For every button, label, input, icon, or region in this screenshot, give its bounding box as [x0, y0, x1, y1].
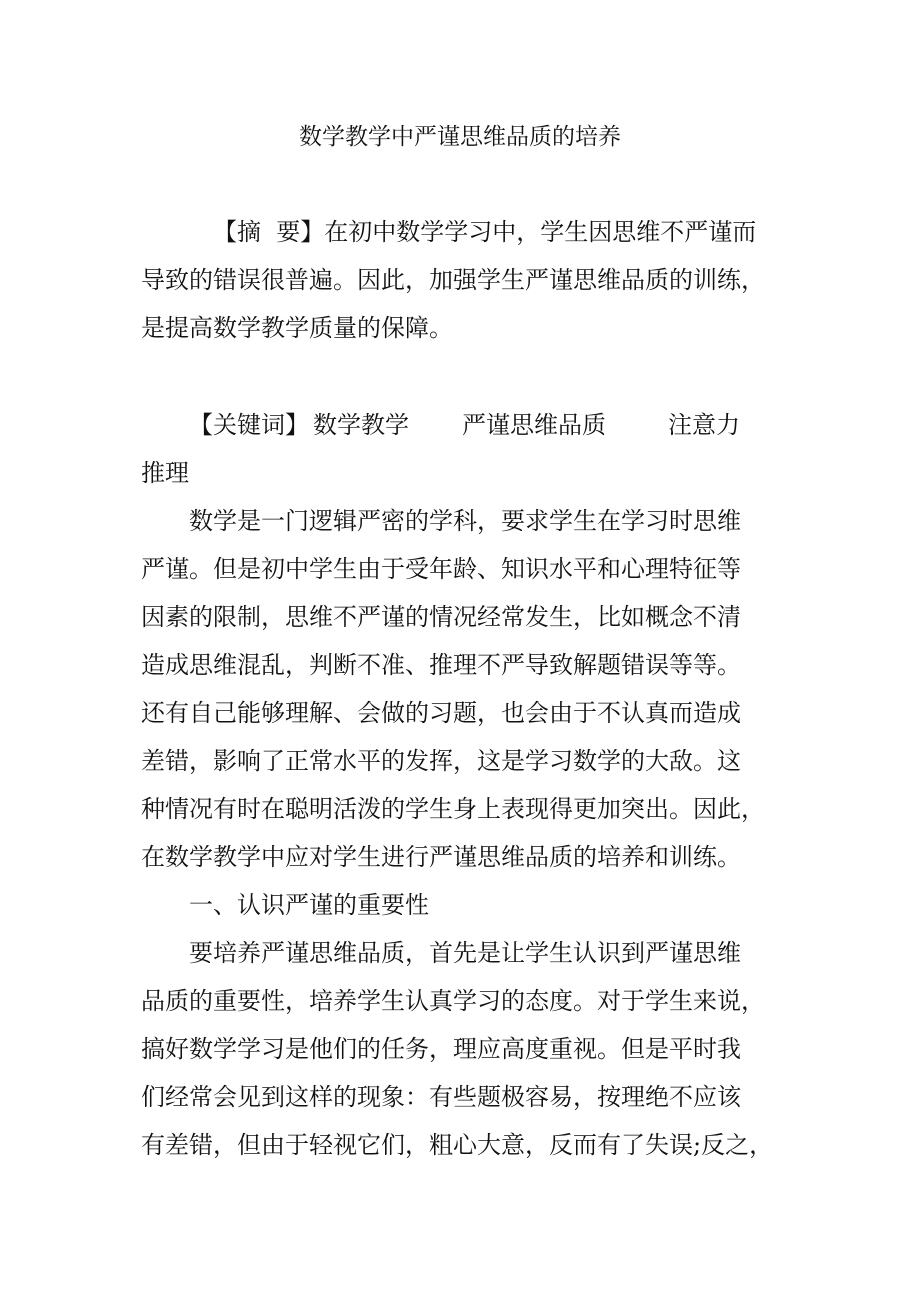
keyword: 严谨思维品质	[462, 411, 606, 439]
text-line: 在数学教学中应对学生进行严谨思维品质的培养和训练。	[141, 843, 741, 871]
text-line: 数学是一门逻辑严密的学科，要求学生在学习时思维	[189, 507, 741, 535]
text-line: 们经常会见到这样的现象：有些题极容易，按理绝不应该	[141, 1083, 741, 1111]
keywords-label: 【关键词】	[189, 411, 309, 439]
keyword: 注意力	[668, 411, 740, 439]
abstract-line: 是提高数学教学质量的保障。	[141, 314, 453, 342]
text-line: 严谨。但是初中学生由于受年龄、知识水平和心理特征等	[141, 555, 741, 583]
text-line: 品质的重要性，培养学生认真学习的态度。对于学生来说，	[141, 987, 765, 1015]
section-heading: 一、认识严谨的重要性	[189, 891, 429, 919]
text-line: 要培养严谨思维品质，首先是让学生认识到严谨思维	[189, 939, 741, 967]
text-line: 还有自己能够理解、会做的习题，也会由于不认真而造成	[141, 699, 741, 727]
text-line: 种情况有时在聪明活泼的学生身上表现得更加突出。因此，	[141, 795, 765, 823]
text-line: 搞好数学学习是他们的任务，理应高度重视。但是平时我	[141, 1035, 741, 1063]
keyword: 推理	[141, 459, 189, 487]
text-line: 造成思维混乱，判断不准、推理不严导致解题错误等等。	[141, 651, 741, 679]
text-line: 差错，影响了正常水平的发挥，这是学习数学的大敌。这	[141, 747, 741, 775]
abstract-line: 导致的错误很普遍。因此，加强学生严谨思维品质的训练，	[141, 266, 765, 294]
abstract-line: 【摘 要】在初中数学学习中，学生因思维不严谨而	[213, 218, 757, 246]
document-title: 数学教学中严谨思维品质的培养	[299, 124, 621, 150]
text-line: 因素的限制，思维不严谨的情况经常发生，比如概念不清	[141, 603, 741, 631]
keyword: 数学教学	[313, 411, 409, 439]
text-line: 有差错，但由于轻视它们，粗心大意，反而有了失误;反之，	[141, 1131, 774, 1159]
